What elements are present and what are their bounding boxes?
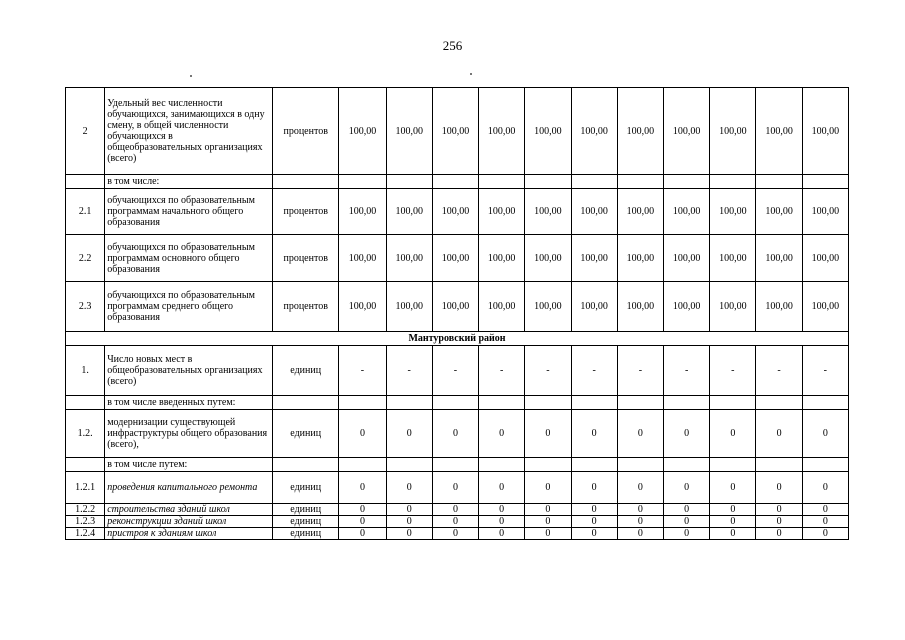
value-cell	[339, 175, 386, 189]
value-cell	[525, 396, 571, 410]
value-cell	[571, 175, 617, 189]
value-cell	[756, 458, 802, 472]
indicator-name: строительства зданий школ	[105, 504, 273, 516]
value-cell: 0	[525, 516, 571, 528]
unit-cell	[273, 458, 339, 472]
indicator-name: в том числе путем:	[105, 458, 273, 472]
indicator-name: проведения капитального ремонта	[105, 472, 273, 504]
value-cell	[432, 175, 478, 189]
scan-speck	[190, 75, 192, 77]
indicator-name: Удельный вес численности обучающихся, занимающихся в одну смену, в общей численности обучающихся в общеобразовательных организациях (всего)	[105, 88, 273, 175]
value-cell: 100,00	[571, 235, 617, 282]
value-cell: 0	[664, 410, 710, 458]
indicators-table	[65, 87, 849, 540]
value-cell: 0	[571, 410, 617, 458]
value-cell	[479, 458, 525, 472]
indicator-name: обучающихся по образовательным программам среднего общего образования	[105, 282, 273, 332]
table-row	[66, 504, 849, 516]
value-cell	[386, 458, 432, 472]
value-cell: 0	[479, 504, 525, 516]
row-number	[66, 458, 105, 472]
value-cell: 100,00	[339, 235, 386, 282]
value-cell: 100,00	[710, 88, 756, 175]
value-cell: 100,00	[664, 235, 710, 282]
value-cell: 100,00	[710, 189, 756, 235]
row-number: 2	[66, 88, 105, 175]
value-cell: 100,00	[571, 88, 617, 175]
value-cell: 0	[386, 410, 432, 458]
unit-cell: единиц	[273, 472, 339, 504]
value-cell	[710, 396, 756, 410]
table-row	[66, 189, 849, 235]
value-cell: 100,00	[664, 282, 710, 332]
value-cell	[479, 175, 525, 189]
indicator-name: модернизации существующей инфраструктуры общего образования (всего),	[105, 410, 273, 458]
indicator-name: Число новых мест в общеобразовательных организациях (всего)	[105, 346, 273, 396]
value-cell	[525, 175, 571, 189]
value-cell: 100,00	[479, 282, 525, 332]
value-cell: 100,00	[617, 189, 663, 235]
value-cell: 100,00	[710, 235, 756, 282]
value-cell: 0	[710, 472, 756, 504]
value-cell	[664, 175, 710, 189]
value-cell: 0	[756, 528, 802, 540]
value-cell: 0	[802, 528, 848, 540]
indicator-name: реконструкции зданий школ	[105, 516, 273, 528]
table-row	[66, 235, 849, 282]
value-cell	[386, 175, 432, 189]
value-cell: 0	[756, 516, 802, 528]
value-cell: 0	[479, 516, 525, 528]
section-row	[66, 332, 849, 346]
value-cell: 100,00	[664, 88, 710, 175]
value-cell: 0	[432, 504, 478, 516]
value-cell	[664, 458, 710, 472]
value-cell	[710, 458, 756, 472]
value-cell: 0	[802, 516, 848, 528]
value-cell: 0	[479, 472, 525, 504]
unit-cell: единиц	[273, 346, 339, 396]
value-cell	[339, 396, 386, 410]
value-cell: 0	[710, 528, 756, 540]
unit-cell: процентов	[273, 88, 339, 175]
value-cell: -	[664, 346, 710, 396]
value-cell: 100,00	[525, 88, 571, 175]
value-cell: 0	[664, 528, 710, 540]
table-row	[66, 528, 849, 540]
value-cell: 100,00	[756, 88, 802, 175]
row-number: 1.2.3	[66, 516, 105, 528]
value-cell: 100,00	[479, 88, 525, 175]
value-cell: 0	[664, 504, 710, 516]
value-cell: 100,00	[617, 235, 663, 282]
value-cell	[664, 396, 710, 410]
row-number: 1.2.4	[66, 528, 105, 540]
value-cell: 100,00	[802, 282, 848, 332]
value-cell: 0	[664, 516, 710, 528]
value-cell: 0	[571, 528, 617, 540]
value-cell: 0	[571, 516, 617, 528]
value-cell: 0	[571, 472, 617, 504]
value-cell: 100,00	[432, 235, 478, 282]
value-cell	[756, 175, 802, 189]
value-cell: -	[479, 346, 525, 396]
table-row	[66, 410, 849, 458]
value-cell: 100,00	[432, 282, 478, 332]
value-cell: 100,00	[664, 189, 710, 235]
table-row	[66, 458, 849, 472]
unit-cell: процентов	[273, 235, 339, 282]
value-cell: 0	[756, 410, 802, 458]
value-cell: -	[802, 346, 848, 396]
value-cell: 100,00	[802, 88, 848, 175]
value-cell: 0	[386, 528, 432, 540]
value-cell: 100,00	[386, 88, 432, 175]
value-cell: 0	[525, 472, 571, 504]
value-cell: 100,00	[432, 88, 478, 175]
value-cell: 100,00	[525, 282, 571, 332]
unit-cell: единиц	[273, 528, 339, 540]
value-cell	[479, 396, 525, 410]
table-row	[66, 472, 849, 504]
value-cell	[571, 396, 617, 410]
value-cell: 0	[432, 410, 478, 458]
value-cell: 100,00	[525, 235, 571, 282]
indicator-name: пристроя к зданиям школ	[105, 528, 273, 540]
value-cell: -	[386, 346, 432, 396]
value-cell: 0	[432, 528, 478, 540]
row-number: 2.3	[66, 282, 105, 332]
table-row	[66, 346, 849, 396]
value-cell	[571, 458, 617, 472]
unit-cell: единиц	[273, 516, 339, 528]
value-cell: -	[339, 346, 386, 396]
value-cell: 0	[386, 472, 432, 504]
value-cell: 0	[571, 504, 617, 516]
table-row	[66, 88, 849, 175]
value-cell: 0	[710, 504, 756, 516]
value-cell	[802, 175, 848, 189]
value-cell: 100,00	[339, 88, 386, 175]
value-cell: -	[710, 346, 756, 396]
table-row	[66, 175, 849, 189]
value-cell: 0	[525, 410, 571, 458]
row-number	[66, 175, 105, 189]
value-cell: 0	[339, 516, 386, 528]
row-number	[66, 396, 105, 410]
indicator-name: обучающихся по образовательным программам начального общего образования	[105, 189, 273, 235]
value-cell: 0	[802, 472, 848, 504]
table-body	[66, 88, 849, 540]
value-cell: 0	[617, 528, 663, 540]
value-cell	[432, 396, 478, 410]
value-cell	[432, 458, 478, 472]
value-cell: 0	[432, 472, 478, 504]
row-number: 1.2.2	[66, 504, 105, 516]
indicator-name: в том числе:	[105, 175, 273, 189]
value-cell: 100,00	[339, 189, 386, 235]
value-cell: 100,00	[617, 282, 663, 332]
unit-cell	[273, 175, 339, 189]
value-cell: -	[571, 346, 617, 396]
unit-cell: единиц	[273, 410, 339, 458]
value-cell: 0	[479, 528, 525, 540]
value-cell: 100,00	[386, 189, 432, 235]
scan-speck	[470, 73, 472, 75]
value-cell: 100,00	[756, 235, 802, 282]
value-cell	[802, 458, 848, 472]
row-number: 1.2.1	[66, 472, 105, 504]
row-number: 2.2	[66, 235, 105, 282]
value-cell: 0	[802, 410, 848, 458]
row-number: 1.2.	[66, 410, 105, 458]
value-cell: 0	[617, 504, 663, 516]
value-cell: 0	[432, 516, 478, 528]
table-row	[66, 516, 849, 528]
value-cell: 100,00	[339, 282, 386, 332]
value-cell	[617, 175, 663, 189]
page-number: 256	[442, 38, 463, 53]
value-cell	[802, 396, 848, 410]
value-cell: 100,00	[479, 235, 525, 282]
value-cell: 100,00	[571, 282, 617, 332]
table-row	[66, 396, 849, 410]
value-cell	[617, 458, 663, 472]
row-number: 1.	[66, 346, 105, 396]
value-cell: 0	[339, 410, 386, 458]
value-cell	[710, 175, 756, 189]
value-cell: 100,00	[802, 235, 848, 282]
unit-cell	[273, 396, 339, 410]
value-cell: 100,00	[756, 282, 802, 332]
value-cell: 0	[710, 516, 756, 528]
value-cell: 100,00	[525, 189, 571, 235]
value-cell: 0	[479, 410, 525, 458]
value-cell	[756, 396, 802, 410]
value-cell: -	[525, 346, 571, 396]
unit-cell: единиц	[273, 504, 339, 516]
value-cell	[386, 396, 432, 410]
value-cell: 0	[664, 472, 710, 504]
unit-cell: процентов	[273, 189, 339, 235]
value-cell: -	[617, 346, 663, 396]
value-cell: 0	[617, 472, 663, 504]
table-row	[66, 282, 849, 332]
value-cell: 0	[386, 504, 432, 516]
value-cell: 0	[525, 504, 571, 516]
value-cell	[525, 458, 571, 472]
value-cell: 100,00	[479, 189, 525, 235]
value-cell: 0	[339, 528, 386, 540]
value-cell: 100,00	[571, 189, 617, 235]
value-cell: 100,00	[756, 189, 802, 235]
value-cell: 100,00	[386, 235, 432, 282]
value-cell: -	[756, 346, 802, 396]
value-cell: 0	[617, 410, 663, 458]
value-cell: 100,00	[710, 282, 756, 332]
value-cell: 0	[617, 516, 663, 528]
value-cell: 0	[339, 472, 386, 504]
value-cell: 0	[386, 516, 432, 528]
value-cell	[617, 396, 663, 410]
value-cell: 0	[802, 504, 848, 516]
value-cell: 100,00	[386, 282, 432, 332]
section-title: Мантуровский район	[66, 332, 849, 346]
value-cell: 100,00	[617, 88, 663, 175]
indicator-name: обучающихся по образовательным программам основного общего образования	[105, 235, 273, 282]
value-cell: -	[432, 346, 478, 396]
indicator-name: в том числе введенных путем:	[105, 396, 273, 410]
row-number: 2.1	[66, 189, 105, 235]
value-cell: 100,00	[432, 189, 478, 235]
value-cell: 0	[339, 504, 386, 516]
value-cell: 0	[525, 528, 571, 540]
value-cell: 0	[710, 410, 756, 458]
value-cell: 0	[756, 504, 802, 516]
value-cell: 0	[756, 472, 802, 504]
unit-cell: процентов	[273, 282, 339, 332]
value-cell	[339, 458, 386, 472]
value-cell: 100,00	[802, 189, 848, 235]
